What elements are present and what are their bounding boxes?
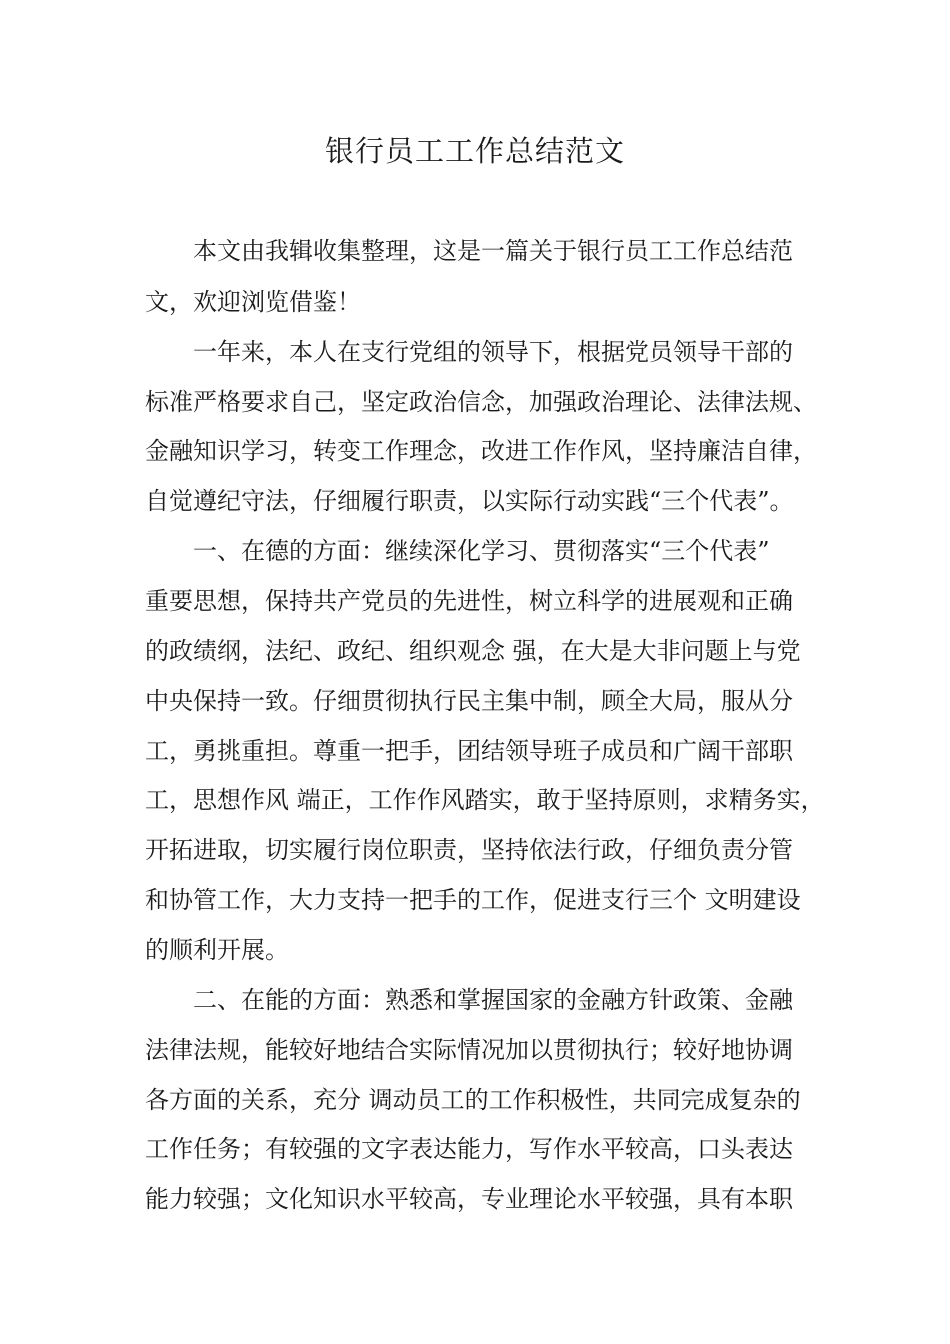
paragraph-3-line-5: 工，勇挑重担。尊重一把手，团结领导班子成员和广阔干部职 [145,737,793,765]
paragraph-4-line-1: 二、在能的方面：熟悉和掌握国家的金融方针政策、金融 [193,986,793,1014]
paragraph-2-line-2: 标准严格要求自己，坚定政治信念，加强政治理论、法律法规、 [145,388,817,416]
paragraph-4-line-2: 法律法规，能较好地结合实际情况加以贯彻执行；较好地协调 [145,1036,793,1064]
document-title: 银行员工工作总结范文 [324,134,625,168]
paragraph-1-line-1: 本文由我辑收集整理，这是一篇关于银行员工工作总结范 [193,237,793,265]
paragraph-4-line-5: 能力较强；文化知识水平较高，专业理论水平较强，具有本职 [145,1185,793,1213]
paragraph-3-line-6: 工，思想作风 端正，工作作风踏实，敢于坚持原则，求精务实， [145,786,825,814]
paragraph-2-line-1: 一年来，本人在支行党组的领导下，根据党员领导干部的 [193,338,793,366]
paragraph-3-line-9: 的顺利开展。 [145,936,289,964]
paragraph-2-line-3: 金融知识学习，转变工作理念，改进工作作风，坚持廉洁自律， [145,437,817,465]
paragraph-3-line-1: 一、在德的方面：继续深化学习、贯彻落实“三个代表” [193,537,770,565]
paragraph-4-line-4: 工作任务；有较强的文字表达能力，写作水平较高，口头表达 [145,1135,793,1163]
paragraph-1-line-2: 文，欢迎浏览借鉴！ [145,288,361,316]
paragraph-4-line-3: 各方面的关系，充分 调动员工的工作积极性，共同完成复杂的 [145,1086,801,1114]
paragraph-2-line-4: 自觉遵纪守法，仔细履行职责，以实际行动实践“三个代表”。 [145,487,794,515]
paragraph-3-line-7: 开拓进取，切实履行岗位职责，坚持依法行政，仔细负责分管 [145,836,793,864]
paragraph-3-line-3: 的政绩纲，法纪、政纪、组织观念 强，在大是大非问题上与党 [145,637,801,665]
paragraph-3-line-2: 重要思想，保持共产党员的先进性，树立科学的进展观和正确 [145,587,793,615]
paragraph-3-line-8: 和协管工作，大力支持一把手的工作，促进支行三个 文明建设 [145,886,801,914]
paragraph-3-line-4: 中央保持一致。仔细贯彻执行民主集中制，顾全大局，服从分 [145,687,793,715]
